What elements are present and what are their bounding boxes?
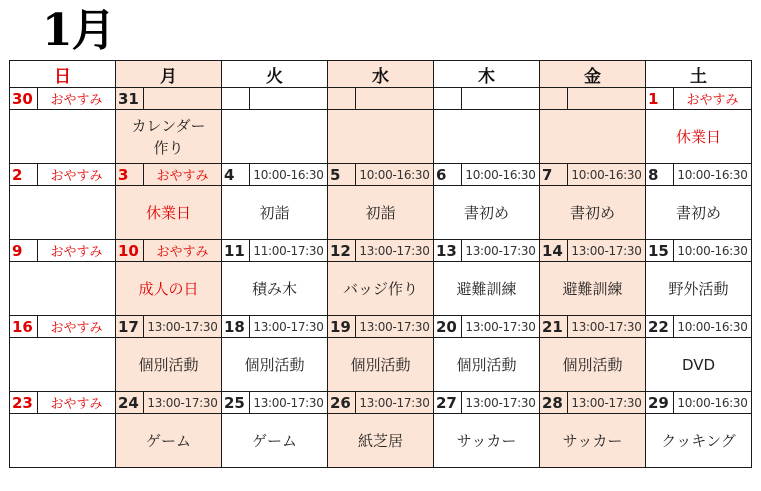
weekday-header: 木: [434, 61, 540, 88]
day-number: 18: [222, 316, 250, 338]
event-label: 個別活動: [350, 355, 411, 374]
day-event: [328, 110, 434, 164]
day-number: 21: [540, 316, 568, 338]
weekday-header: 水: [328, 61, 434, 88]
day-number: 3: [116, 164, 144, 186]
weekday-header-row: [10, 61, 752, 88]
day-number: 13: [434, 240, 462, 262]
date-row: [10, 88, 752, 110]
date-row: [10, 240, 752, 262]
day-number: 12: [328, 240, 356, 262]
day-hours: 10:00-16:30: [250, 164, 328, 186]
event-label: 個別活動: [138, 355, 199, 374]
day-event: [10, 262, 116, 316]
day-event: [222, 110, 328, 164]
event-label: 個別活動: [562, 355, 623, 374]
day-hours: 10:00-16:30: [356, 164, 434, 186]
day-number: 25: [222, 392, 250, 414]
day-event: [434, 110, 540, 164]
day-number: [434, 88, 462, 110]
day-hours: 11:00-17:30: [250, 240, 328, 262]
day-event: [434, 186, 540, 240]
day-event: [646, 338, 752, 392]
event-label: バッジ作り: [342, 279, 418, 298]
event-label: クッキング: [661, 431, 736, 450]
event-label: 紙芝居: [357, 431, 403, 450]
day-event: [116, 338, 222, 392]
event-label: 避難訓練: [562, 279, 623, 298]
day-number: 24: [116, 392, 144, 414]
day-status: おやすみ: [38, 88, 116, 110]
day-status: [356, 88, 434, 110]
event-row: [10, 414, 752, 468]
day-number: [222, 88, 250, 110]
weekday-header: 日: [10, 61, 116, 88]
day-event: [116, 186, 222, 240]
day-number: 23: [10, 392, 38, 414]
event-label: 積み木: [251, 279, 297, 298]
event-label: 成人の日: [138, 279, 199, 298]
event-label: 書初め: [569, 203, 615, 222]
day-number: 5: [328, 164, 356, 186]
day-event: [222, 186, 328, 240]
day-event: [10, 110, 116, 164]
day-event: [328, 414, 434, 468]
day-hours: 13:00-17:30: [356, 240, 434, 262]
day-event: [10, 338, 116, 392]
day-event: [434, 414, 540, 468]
calendar-table: [9, 60, 752, 468]
day-number: 6: [434, 164, 462, 186]
page-title: 1月: [42, 5, 115, 56]
day-number: 9: [10, 240, 38, 262]
day-hours: 10:00-16:30: [568, 164, 646, 186]
day-number: 28: [540, 392, 568, 414]
day-hours: 13:00-17:30: [250, 316, 328, 338]
day-event: [540, 110, 646, 164]
day-event: [328, 186, 434, 240]
day-hours: 10:00-16:30: [462, 164, 540, 186]
event-label: サッカー: [456, 431, 517, 450]
day-hours: 13:00-17:30: [568, 316, 646, 338]
day-event: [434, 262, 540, 316]
day-status: おやすみ: [38, 240, 116, 262]
day-hours: 13:00-17:30: [356, 392, 434, 414]
day-hours: 10:00-16:30: [674, 316, 752, 338]
day-hours: 13:00-17:30: [568, 392, 646, 414]
event-label: 避難訓練: [456, 279, 517, 298]
day-hours: 13:00-17:30: [462, 392, 540, 414]
day-number: 30: [10, 88, 38, 110]
day-number: 31: [116, 88, 144, 110]
day-number: [540, 88, 568, 110]
day-hours: 10:00-16:30: [674, 240, 752, 262]
event-label: カレンダー 作り: [131, 116, 206, 157]
day-number: 22: [646, 316, 674, 338]
day-hours: 13:00-17:30: [356, 316, 434, 338]
event-row: [10, 338, 752, 392]
day-event: [116, 414, 222, 468]
day-event: [646, 186, 752, 240]
day-status: おやすみ: [144, 164, 222, 186]
event-label: サッカー: [562, 431, 623, 450]
day-event: [10, 414, 116, 468]
weekday-header: 火: [222, 61, 328, 88]
day-number: 14: [540, 240, 568, 262]
day-hours: 13:00-17:30: [462, 240, 540, 262]
day-event: [646, 262, 752, 316]
day-event: [116, 262, 222, 316]
event-row: [10, 262, 752, 316]
day-number: 27: [434, 392, 462, 414]
event-label: 個別活動: [456, 355, 517, 374]
event-row: [10, 186, 752, 240]
day-event: [540, 414, 646, 468]
date-row: [10, 316, 752, 338]
day-number: [328, 88, 356, 110]
day-number: 19: [328, 316, 356, 338]
day-status: [462, 88, 540, 110]
day-status: おやすみ: [38, 316, 116, 338]
event-label: ゲーム: [145, 431, 191, 450]
day-event: [540, 262, 646, 316]
day-number: 8: [646, 164, 674, 186]
day-number: 26: [328, 392, 356, 414]
event-label: 休業日: [145, 203, 191, 222]
day-number: 7: [540, 164, 568, 186]
event-label: 休業日: [675, 127, 721, 146]
event-label: 個別活動: [244, 355, 305, 374]
day-event: [116, 110, 222, 164]
day-hours: 13:00-17:30: [462, 316, 540, 338]
date-row: [10, 392, 752, 414]
day-event: [328, 262, 434, 316]
event-label: 書初め: [463, 203, 509, 222]
day-event: [222, 338, 328, 392]
day-event: [10, 186, 116, 240]
day-event: [540, 338, 646, 392]
event-label: 書初め: [675, 203, 721, 222]
day-status: おやすみ: [38, 392, 116, 414]
day-number: 2: [10, 164, 38, 186]
day-number: 20: [434, 316, 462, 338]
day-hours: 13:00-17:30: [250, 392, 328, 414]
weekday-header: 金: [540, 61, 646, 88]
day-number: 29: [646, 392, 674, 414]
day-status: おやすみ: [144, 240, 222, 262]
day-number: 11: [222, 240, 250, 262]
day-hours: 10:00-16:30: [674, 164, 752, 186]
event-label: ゲーム: [251, 431, 297, 450]
day-event: [222, 414, 328, 468]
event-label: 初詣: [259, 203, 290, 222]
day-hours: 13:00-17:30: [144, 316, 222, 338]
day-event: [646, 414, 752, 468]
weekday-header: 土: [646, 61, 752, 88]
day-status: [250, 88, 328, 110]
event-label: 野外活動: [668, 279, 729, 298]
day-number: 15: [646, 240, 674, 262]
day-event: [222, 262, 328, 316]
day-event: [328, 338, 434, 392]
day-number: 17: [116, 316, 144, 338]
day-hours: 10:00-16:30: [674, 392, 752, 414]
day-status: おやすみ: [674, 88, 752, 110]
day-number: 1: [646, 88, 674, 110]
day-status: [568, 88, 646, 110]
event-label: 初詣: [365, 203, 396, 222]
day-status: おやすみ: [38, 164, 116, 186]
day-event: [646, 110, 752, 164]
date-row: [10, 164, 752, 186]
weekday-header: 月: [116, 61, 222, 88]
day-event: [434, 338, 540, 392]
event-label: DVD: [681, 355, 716, 374]
day-number: 10: [116, 240, 144, 262]
day-event: [540, 186, 646, 240]
event-row: [10, 110, 752, 164]
day-number: 4: [222, 164, 250, 186]
day-number: 16: [10, 316, 38, 338]
day-hours: 13:00-17:30: [144, 392, 222, 414]
day-status: [144, 88, 222, 110]
day-hours: 13:00-17:30: [568, 240, 646, 262]
